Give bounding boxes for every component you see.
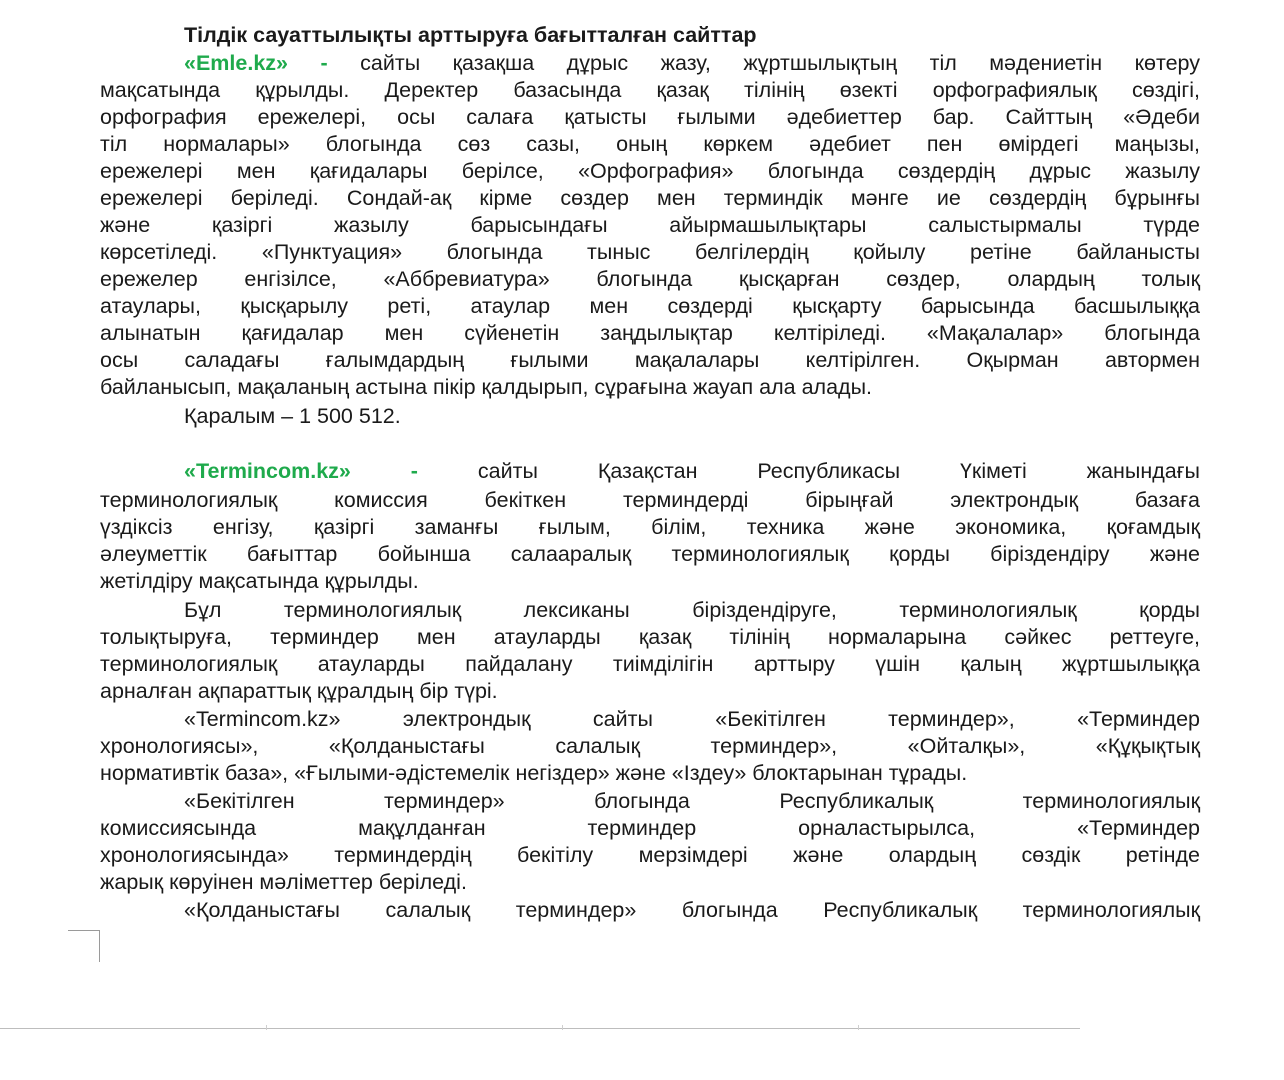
emle-line: орфография ережелері, осы салаға қатысты ғылыми әдебиеттер бар. Сайттың «Әдеби [100, 105, 1200, 129]
emle-views-count: Қаралым – 1 500 512. [184, 404, 401, 428]
termincom-p3-line: хронологиясы», «Қолданыстағы салалық терминдер», «Ойталқы», «Құқықтық [100, 734, 1200, 758]
termincom-line: әлеуметтік бағыттар бойынша салааралық терминологиялық қорды біріздендіру және [100, 542, 1200, 566]
margin-corner-mark [68, 930, 100, 931]
ruler-tick [562, 1025, 563, 1030]
emle-line: осы саладағы ғалымдардың ғылыми мақалалары келтірілген. Оқырман автормен [100, 348, 1200, 372]
emle-line: және қазіргі жазылу барысындағы айырмашылықтары салыстырмалы түрде [100, 213, 1200, 237]
emle-site-name[interactable]: «Emle.kz» - [184, 51, 328, 75]
termincom-last-line: жетілдіру мақсатында құрылды. [100, 569, 419, 593]
page-title: Тілдік сауаттылықты арттыруға бағытталған сайттар [184, 23, 757, 47]
emle-line: тіл нормалары» блогында сөз сазы, оның көркем әдебиет пен өмірдегі маңызы, [100, 132, 1200, 156]
ruler-tick [266, 1025, 267, 1030]
termincom-p4-last: жарық көруінен мәліметтер беріледі. [100, 870, 467, 894]
emle-line: ережелері беріледі. Сондай-ақ кірме сөздер мен терминдік мәнге ие сөздердің бұрынғы [100, 186, 1200, 210]
emle-line: атаулары, қысқарылу реті, атаулар мен сөздерді қысқарту барысында басшылыққа [100, 294, 1200, 318]
termincom-p3-first: «Termincom.kz» электрондық сайты «Бекітілген терминдер», «Терминдер [184, 707, 1200, 731]
emle-line: ережелері мен қағидалары берілсе, «Орфография» блогында сөздердің дұрыс жазылу [100, 159, 1200, 183]
termincom-p2-line: толықтыруға, терминдер мен атауларды қазақ тілінің нормаларына сәйкес реттеуге, [100, 625, 1200, 649]
emle-line: алынатын қағидалар мен сүйенетін заңдылықтар келтіріледі. «Мақалалар» блогында [100, 321, 1200, 345]
termincom-p4-line: комиссиясында мақұлданған терминдер орналастырылса, «Терминдер [100, 816, 1200, 840]
emle-line: ережелер енгізілсе, «Аббревиатура» блогында қысқарған сөздер, олардың толық [100, 267, 1200, 291]
ruler-tick [858, 1025, 859, 1030]
page-bottom-edge [0, 1028, 1080, 1029]
termincom-p2-last: арналған ақпараттық құралдың бір түрі. [100, 679, 498, 703]
margin-corner-mark [99, 930, 100, 962]
termincom-p2-line: терминологиялық атауларды пайдалану тиімділігін арттыру үшін қалың жұртшылыққа [100, 652, 1200, 676]
termincom-line: терминологиялық комиссия бекіткен терминдерді бірыңғай электрондық базаға [100, 488, 1200, 512]
termincom-p4-line: хронологиясында» терминдердің бекітілу мерзімдері және олардың сөздік ретінде [100, 843, 1200, 867]
termincom-site-name[interactable]: «Termincom.kz» - [184, 459, 418, 483]
emle-line: көрсетіледі. «Пунктуация» блогында тыныс белгілердің қойылу ретіне байланысты [100, 240, 1200, 264]
termincom-p4-first: «Бекітілген терминдер» блогында Республикалық терминологиялық [184, 789, 1200, 813]
termincom-p5-first: «Қолданыстағы салалық терминдер» блогында Республикалық терминологиялық [184, 898, 1200, 922]
emle-first-line [184, 50, 1200, 77]
emle-last-line: байланысып, мақаланың астына пікір қалдырып, сұрағына жауап ала алады. [100, 375, 872, 399]
termincom-first-line [184, 458, 1200, 485]
termincom-first-line-text: сайты Қазақстан Республикасы Үкіметі жанындағы [477, 459, 1200, 483]
emle-first-line-text: сайты қазақша дұрыс жазу, жұртшылықтың тіл мәдениетін көтеру [360, 51, 1200, 75]
termincom-p2-first: Бұл терминологиялық лексиканы біріздендіруге, терминологиялық қорды [184, 598, 1200, 622]
emle-line: мақсатында құрылды. Деректер базасында қазақ тілінің өзекті орфографиялық сөздігі, [100, 78, 1200, 102]
termincom-p3-last: нормативтік база», «Ғылыми-әдістемелік негіздер» және «Іздеу» блоктарынан тұрады. [100, 761, 968, 785]
termincom-line: үздіксіз енгізу, қазіргі заманғы ғылым, білім, техника және экономика, қоғамдық [100, 515, 1200, 539]
